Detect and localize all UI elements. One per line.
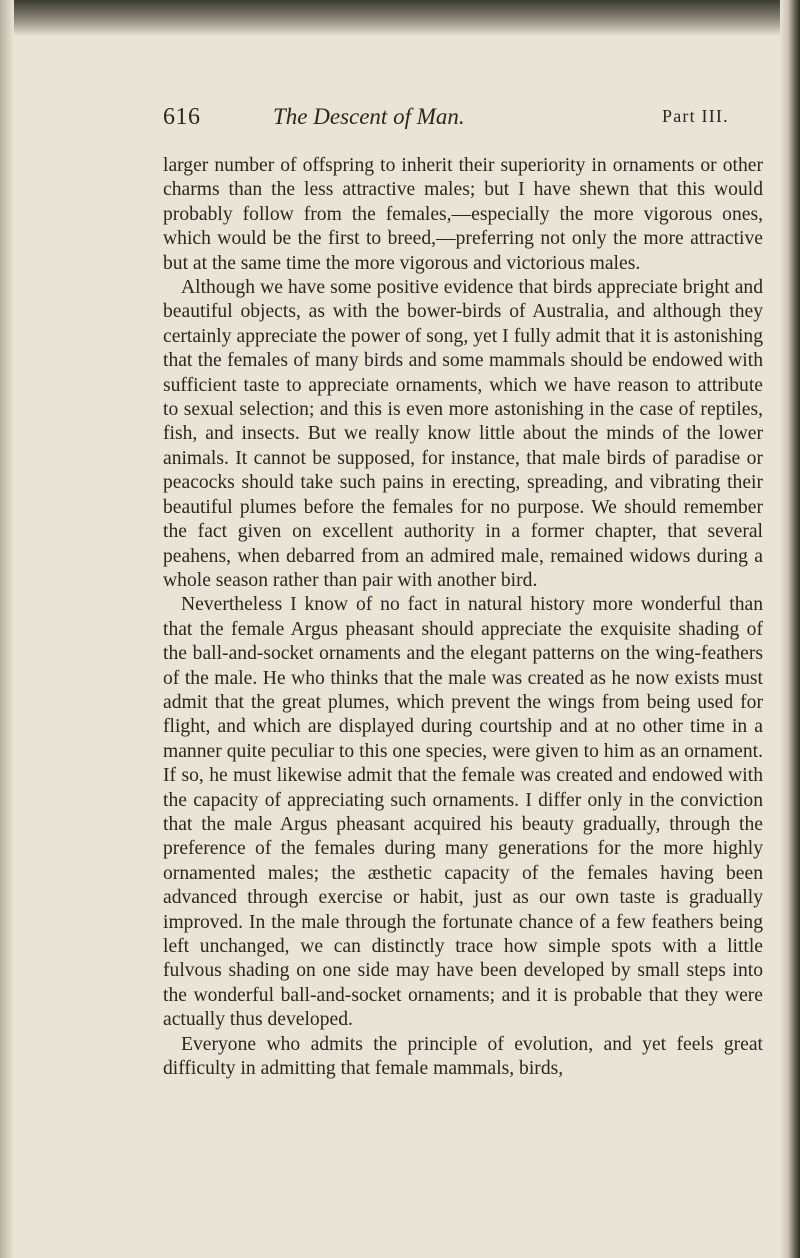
- paragraph-birds-appreciation: Although we have some positive evidence that birds appreciate bright and beautiful objects, as with the bower-birds of Australia, and although they certainly appreciate the power of song, yet I fully admit that it is astonishing that the females of many birds and some mammals should be endowed with sufficient taste to appreciate ornaments, which we have reason to attribute to sexual selection; and this is even more astonishing in the case of reptiles, fish, and insects. But we really know little about the minds of the lower animals. It cannot be supposed, for instance, that male birds of paradise or peacocks should take such pains in erecting, spreading, and vibrating their beautiful plumes before the females for no purpose. We should remember the fact given on excellent authority in a former chapter, that several peahens, when debarred from an admired male, remained widows during a whole season rather than pair with another bird.: [163, 277, 763, 591]
- running-title: The Descent of Man.: [273, 104, 465, 129]
- part-label: Part III.: [662, 106, 729, 126]
- paragraph-continued: larger number of offspring to inherit their superiority in ornaments or other charms than the less attractive males; but I have shewn that this would probably follow from the females,—especially the more vigorous ones, which would be the first to breed,—preferring not only the more attractive but at the same time the more vigorous and victorious males.: [163, 155, 763, 274]
- running-header: [163, 104, 763, 134]
- page-top-edge-shadow: [0, 0, 800, 36]
- page-number: 616: [163, 104, 201, 130]
- body-text: [163, 154, 763, 1081]
- page-left-edge: [0, 0, 14, 1258]
- book-spine-shadow: [780, 0, 800, 1258]
- paragraph-evolution: Everyone who admits the principle of evolution, and yet feels great difficulty in admitting that female mammals, birds,: [163, 1033, 763, 1080]
- paragraph-argus-pheasant: Nevertheless I know of no fact in natural history more wonderful than that the female Argus pheasant should appreciate the exquisite shading of the ball-and-socket ornaments and the elegant patterns on the wing-feathers of the male. He who thinks that the male was created as he now exists must admit that the great plumes, which prevent the wings from being used for flight, and which are displayed during courtship and at no other time in a manner quite peculiar to this one species, were given to him as an ornament. If so, he must likewise admit that the female was created and endowed with the capacity of appreciating such ornaments. I differ only in the conviction that the male Argus pheasant acquired his beauty gradually, through the preference of the females during many generations for the more highly ornamented males; the æsthetic capacity of the females having been advanced through exercise or habit, just as our own taste is gradually improved. In the male through the fortunate chance of a few feathers being left unchanged, we can distinctly trace how simple spots with a little fulvous shading on one side may have been developed by small steps into the wonderful ball-and-socket ornaments; and it is probable that they were actually thus developed.: [163, 594, 763, 1031]
